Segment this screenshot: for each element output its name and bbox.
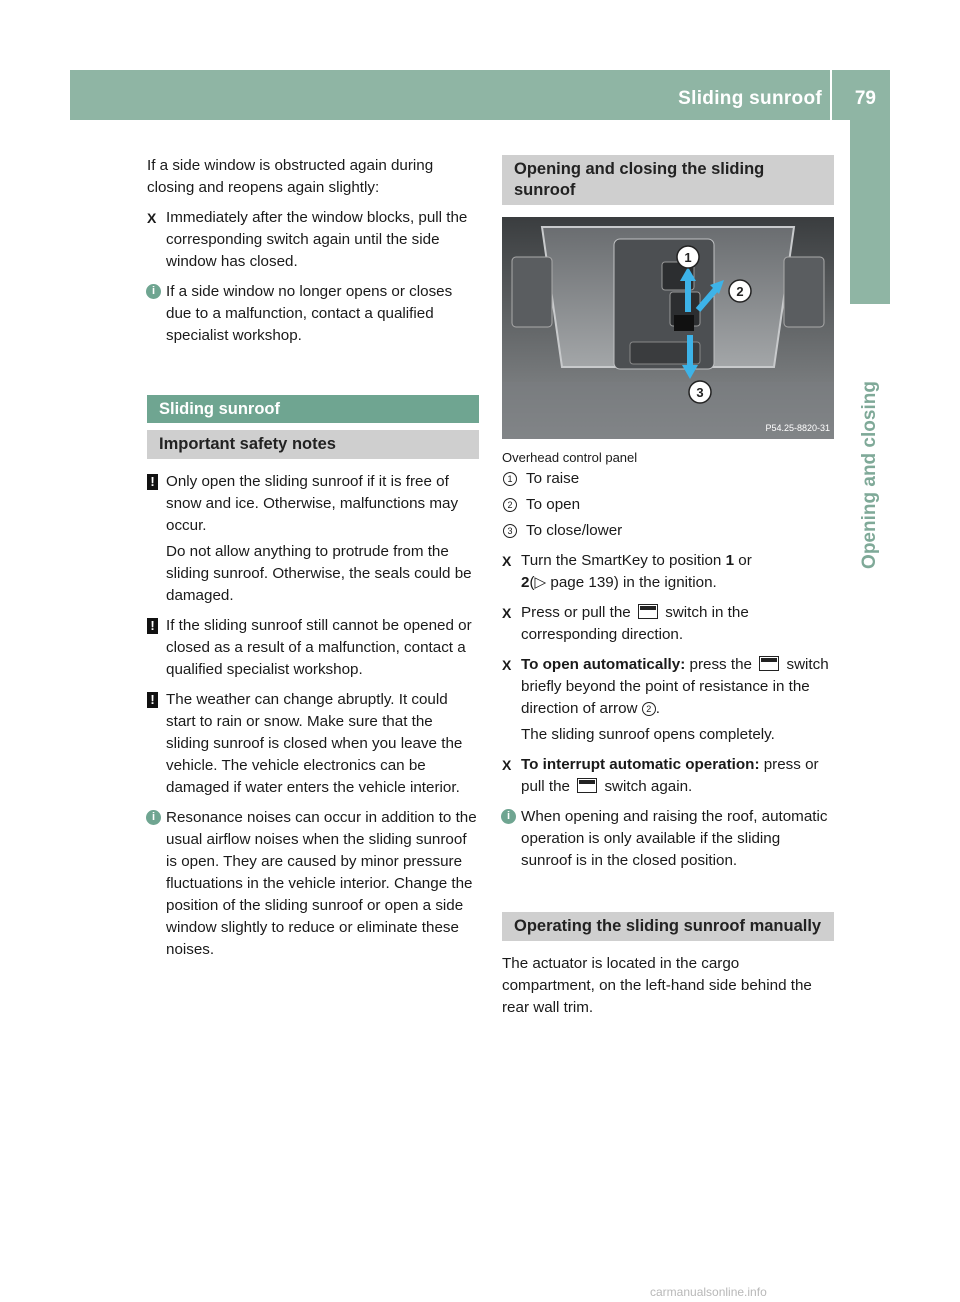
side-tab-label: [850, 310, 890, 640]
bullet-x-icon: X: [502, 757, 512, 773]
instruction-bullet: [147, 207, 479, 273]
position-2: 2: [521, 574, 530, 591]
legend-label: To raise: [526, 470, 580, 487]
bullet-x-icon: X: [502, 553, 512, 569]
header-title: Sliding sunroof: [678, 88, 822, 109]
warning-icon: !: [147, 692, 158, 708]
page-reference: (▷ page 139) in the ignition.: [529, 574, 717, 591]
warning-note: [147, 689, 479, 799]
svg-text:1: 1: [684, 250, 692, 265]
bullet-x-icon: X: [502, 605, 512, 621]
bullet-text: switch briefly beyond the point of resistance in the direction of arrow: [521, 656, 829, 717]
circled-number-2-inline: 2: [642, 702, 656, 716]
info-icon: i: [501, 809, 516, 824]
section-title-sliding-sunroof: Sliding sunroof: [147, 395, 479, 423]
info-icon: i: [146, 284, 161, 299]
side-tab: [850, 120, 890, 304]
overhead-control-panel-photo: [502, 217, 834, 439]
bullet-x-icon: X: [147, 210, 157, 226]
info-icon: i: [146, 810, 161, 825]
bullet-text: or: [738, 552, 752, 569]
info-text: If a side window no longer opens or closes due to a malfunction, contact a qualified specialist workshop.: [166, 283, 453, 344]
bullet-text: press the: [689, 656, 752, 673]
warning-text: The weather can change abruptly. It could start to rain or snow. Make sure that the sliding sunroof is closed when you leave the vehicle. The vehicle electronics can be damaged if water enters the vehicle interior.: [166, 691, 463, 796]
circled-number-2: 2: [503, 498, 517, 512]
right-column: [502, 155, 834, 1027]
left-column: [147, 155, 479, 969]
legend-item: [502, 520, 834, 542]
bullet-text: switch in the corresponding direction.: [521, 604, 749, 643]
bullet-text: switch again.: [604, 778, 693, 795]
svg-text:3: 3: [696, 385, 704, 400]
circled-number-3: 3: [503, 524, 517, 538]
instruction-bullet: [502, 602, 834, 646]
bullet-text: Immediately after the window blocks, pull the corresponding switch again until the side window has closed.: [166, 209, 468, 270]
bullet-text: press or pull the: [521, 756, 819, 795]
legend-label: To open: [526, 496, 581, 513]
section-title-opening-closing: Opening and closing the sliding sunroof: [502, 155, 834, 205]
actuator-paragraph: The actuator is located in the cargo compartment, on the left-hand side behind the rear wall trim.: [502, 955, 812, 1016]
instruction-bullet: [502, 654, 834, 746]
side-tab-text: Opening and closing: [859, 381, 880, 569]
page-number: 79: [854, 88, 876, 109]
bullet-text: Press or pull the: [521, 604, 631, 621]
circled-number-1: 1: [503, 472, 517, 486]
instruction-bullet: [502, 550, 834, 594]
sunroof-switch-icon: [638, 604, 658, 619]
info-note: [147, 807, 479, 961]
bullet-text: .: [655, 700, 660, 717]
image-code: P54.25-8820-31: [765, 423, 830, 433]
warning-text-continued: Do not allow anything to protrude from the sliding sunroof. Otherwise, the seals could be damaged.: [166, 543, 472, 604]
bullet-bold-label: To open automatically:: [521, 656, 686, 673]
legend-item: [502, 468, 834, 490]
warning-note: [147, 615, 479, 681]
intro-paragraph: If a side window is obstructed again during closing and reopens again slightly:: [147, 157, 434, 196]
info-text: Resonance noises can occur in addition to the usual airflow noises when the sliding sunroof is open. They are caused by minor pressure fluctuations in the vehicle interior. Change the position of the sliding sunroof or open a side window slightly to reduce or eliminate these noises.: [166, 809, 477, 958]
sunroof-switch-icon: [577, 778, 597, 793]
info-text: When opening and raising the roof, automatic operation is only available if the sliding sunroof is in the closed position.: [521, 808, 828, 869]
legend-label: To close/lower: [526, 522, 623, 539]
subsection-title-safety: Important safety notes: [147, 430, 479, 459]
bullet-text: Turn the SmartKey to position: [521, 552, 722, 569]
figure-caption: Overhead control panel: [502, 450, 638, 465]
instruction-bullet: [502, 754, 834, 798]
warning-note: [147, 471, 479, 607]
warning-icon: !: [147, 474, 158, 490]
section-title-manual-operation: Operating the sliding sunroof manually: [502, 912, 834, 941]
sunroof-switch-icon: [759, 656, 779, 671]
legend-item: [502, 494, 834, 516]
watermark: carmanualsonline.info: [650, 1285, 767, 1299]
info-note: [502, 806, 834, 872]
header-bar: [70, 70, 890, 120]
warning-icon: !: [147, 618, 158, 634]
bullet-x-icon: X: [502, 657, 512, 673]
header-divider: [830, 70, 832, 120]
svg-text:2: 2: [736, 284, 744, 299]
warning-text: Only open the sliding sunroof if it is free of snow and ice. Otherwise, malfunctions may occur.: [166, 473, 459, 534]
position-1: 1: [725, 552, 735, 569]
info-note: [147, 281, 479, 347]
bullet-bold-label: To interrupt automatic operation:: [521, 756, 760, 773]
warning-text: If the sliding sunroof still cannot be opened or closed as a result of a malfunction, contact a qualified specialist workshop.: [166, 617, 472, 678]
bullet-result: The sliding sunroof opens completely.: [521, 726, 775, 743]
